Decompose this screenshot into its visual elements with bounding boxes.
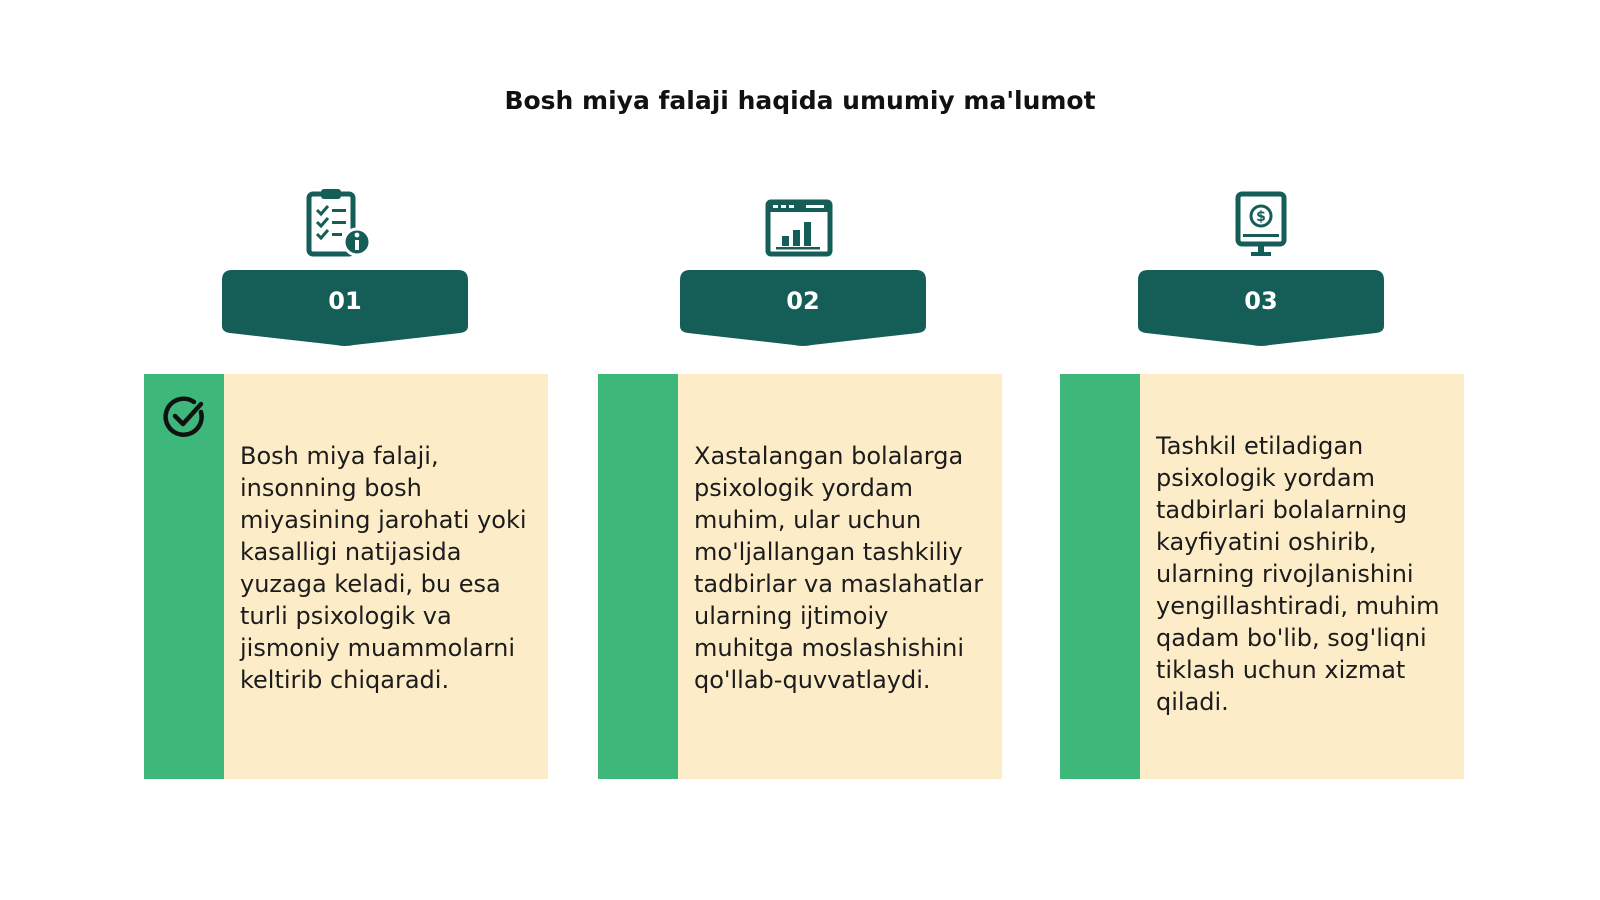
step-number-badge-2: [680, 270, 926, 346]
monitor-dollar-icon: [1225, 188, 1305, 260]
step-card-2: [598, 374, 1002, 779]
page-title: Bosh miya falaji haqida umumiy ma'lumot: [504, 86, 1096, 115]
step-number-badge-3: [1138, 270, 1384, 346]
dashboard-chart-icon: [762, 188, 842, 260]
step-text-2: Xastalangan bolalarga psixologik yordam muhim, ular uchun mo'ljallangan tashkiliy tadbirlar va maslahatlar ularning ijtimoiy muhitga moslashishini qo'llab-quvvatlaydi.: [694, 442, 984, 694]
step-number-1: 01: [328, 287, 362, 315]
step-number-2: 02: [786, 287, 820, 315]
step-text-3: Tashkil etiladigan psixologik yordam tadbirlari bolalarning kayfiyatini oshirib, ularning rivojlanishini yengillashtiradi, muhim qadam bo'lib, sog'liqni tiklash uchun xizmat qiladi.: [1156, 432, 1440, 716]
step-card-3: [1060, 374, 1464, 779]
card-stripe: [598, 374, 678, 779]
card-stripe: [1060, 374, 1140, 779]
svg-text:$: $: [1256, 209, 1266, 225]
step-text-1: Bosh miya falaji, insonning bosh miyasining jarohati yoki kasalligi natijasida yuzaga keladi, bu esa turli psixologik va jismoniy muammolarni keltirib chiqaradi.: [240, 442, 527, 694]
step-number-3: 03: [1244, 287, 1278, 315]
